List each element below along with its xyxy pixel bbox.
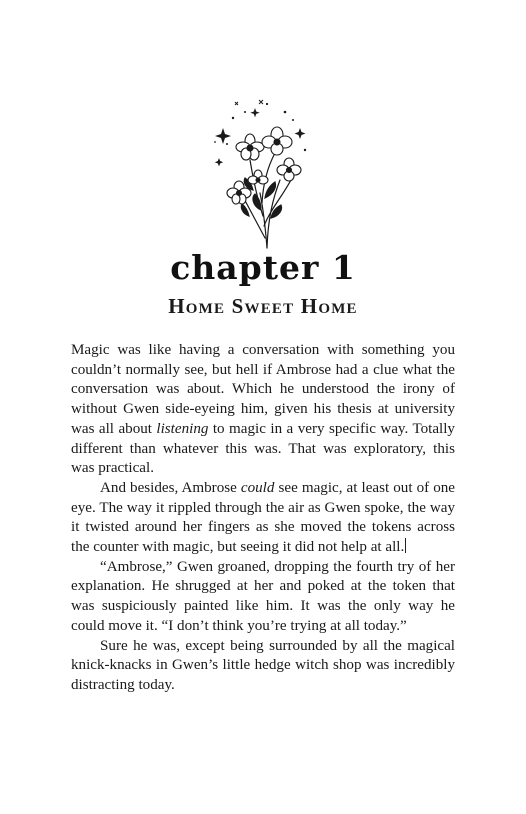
emphasis-text: could: [240, 479, 275, 496]
paragraph: [71, 341, 455, 479]
paragraph-text: to magic in a very specific way. Totally different than whatever this was. That was exploratory, this was practical.: [71, 420, 455, 477]
text-cursor: [405, 538, 406, 553]
chapter-subtitle: Home Sweet Home: [168, 294, 358, 318]
chapter-body[interactable]: [71, 341, 455, 696]
paragraph-text: see magic, at least out of one eye. The way it rippled through the air as Gwen spoke, the way it twisted around her fingers as she moved the tokens across the counter with magic, but seeing it did not help at all.: [71, 479, 455, 556]
chapter-title: chapter 1: [170, 248, 356, 287]
paragraph-text: Sure he was, except being surrounded by all the magical knick-knacks in Gwen’s little hedge witch shop was incredibly distracting today.: [71, 637, 455, 693]
paragraph: [71, 558, 455, 637]
paragraph-text: “Ambrose,” Gwen groaned, dropping the fourth try of her explanation. He shrugged at her and poked at the token that was suspiciously painted like him. It was the only way he could move it. “I don’t think you’re trying at all today.”: [71, 558, 455, 634]
paragraph: [71, 479, 455, 558]
paragraph: [71, 637, 455, 696]
emphasis-text: listening: [156, 420, 209, 437]
paragraph-text: Magic was like having a conversation with something you couldn’t normally see, but hell if Ambrose had a clue what the conversation was about. Which he understood the irony of without Gwen side-eyeing him, given his thesis at university was all about: [71, 342, 455, 437]
flower-bouquet-icon: [205, 98, 315, 250]
paragraph-text: And besides, Ambrose: [100, 479, 241, 496]
